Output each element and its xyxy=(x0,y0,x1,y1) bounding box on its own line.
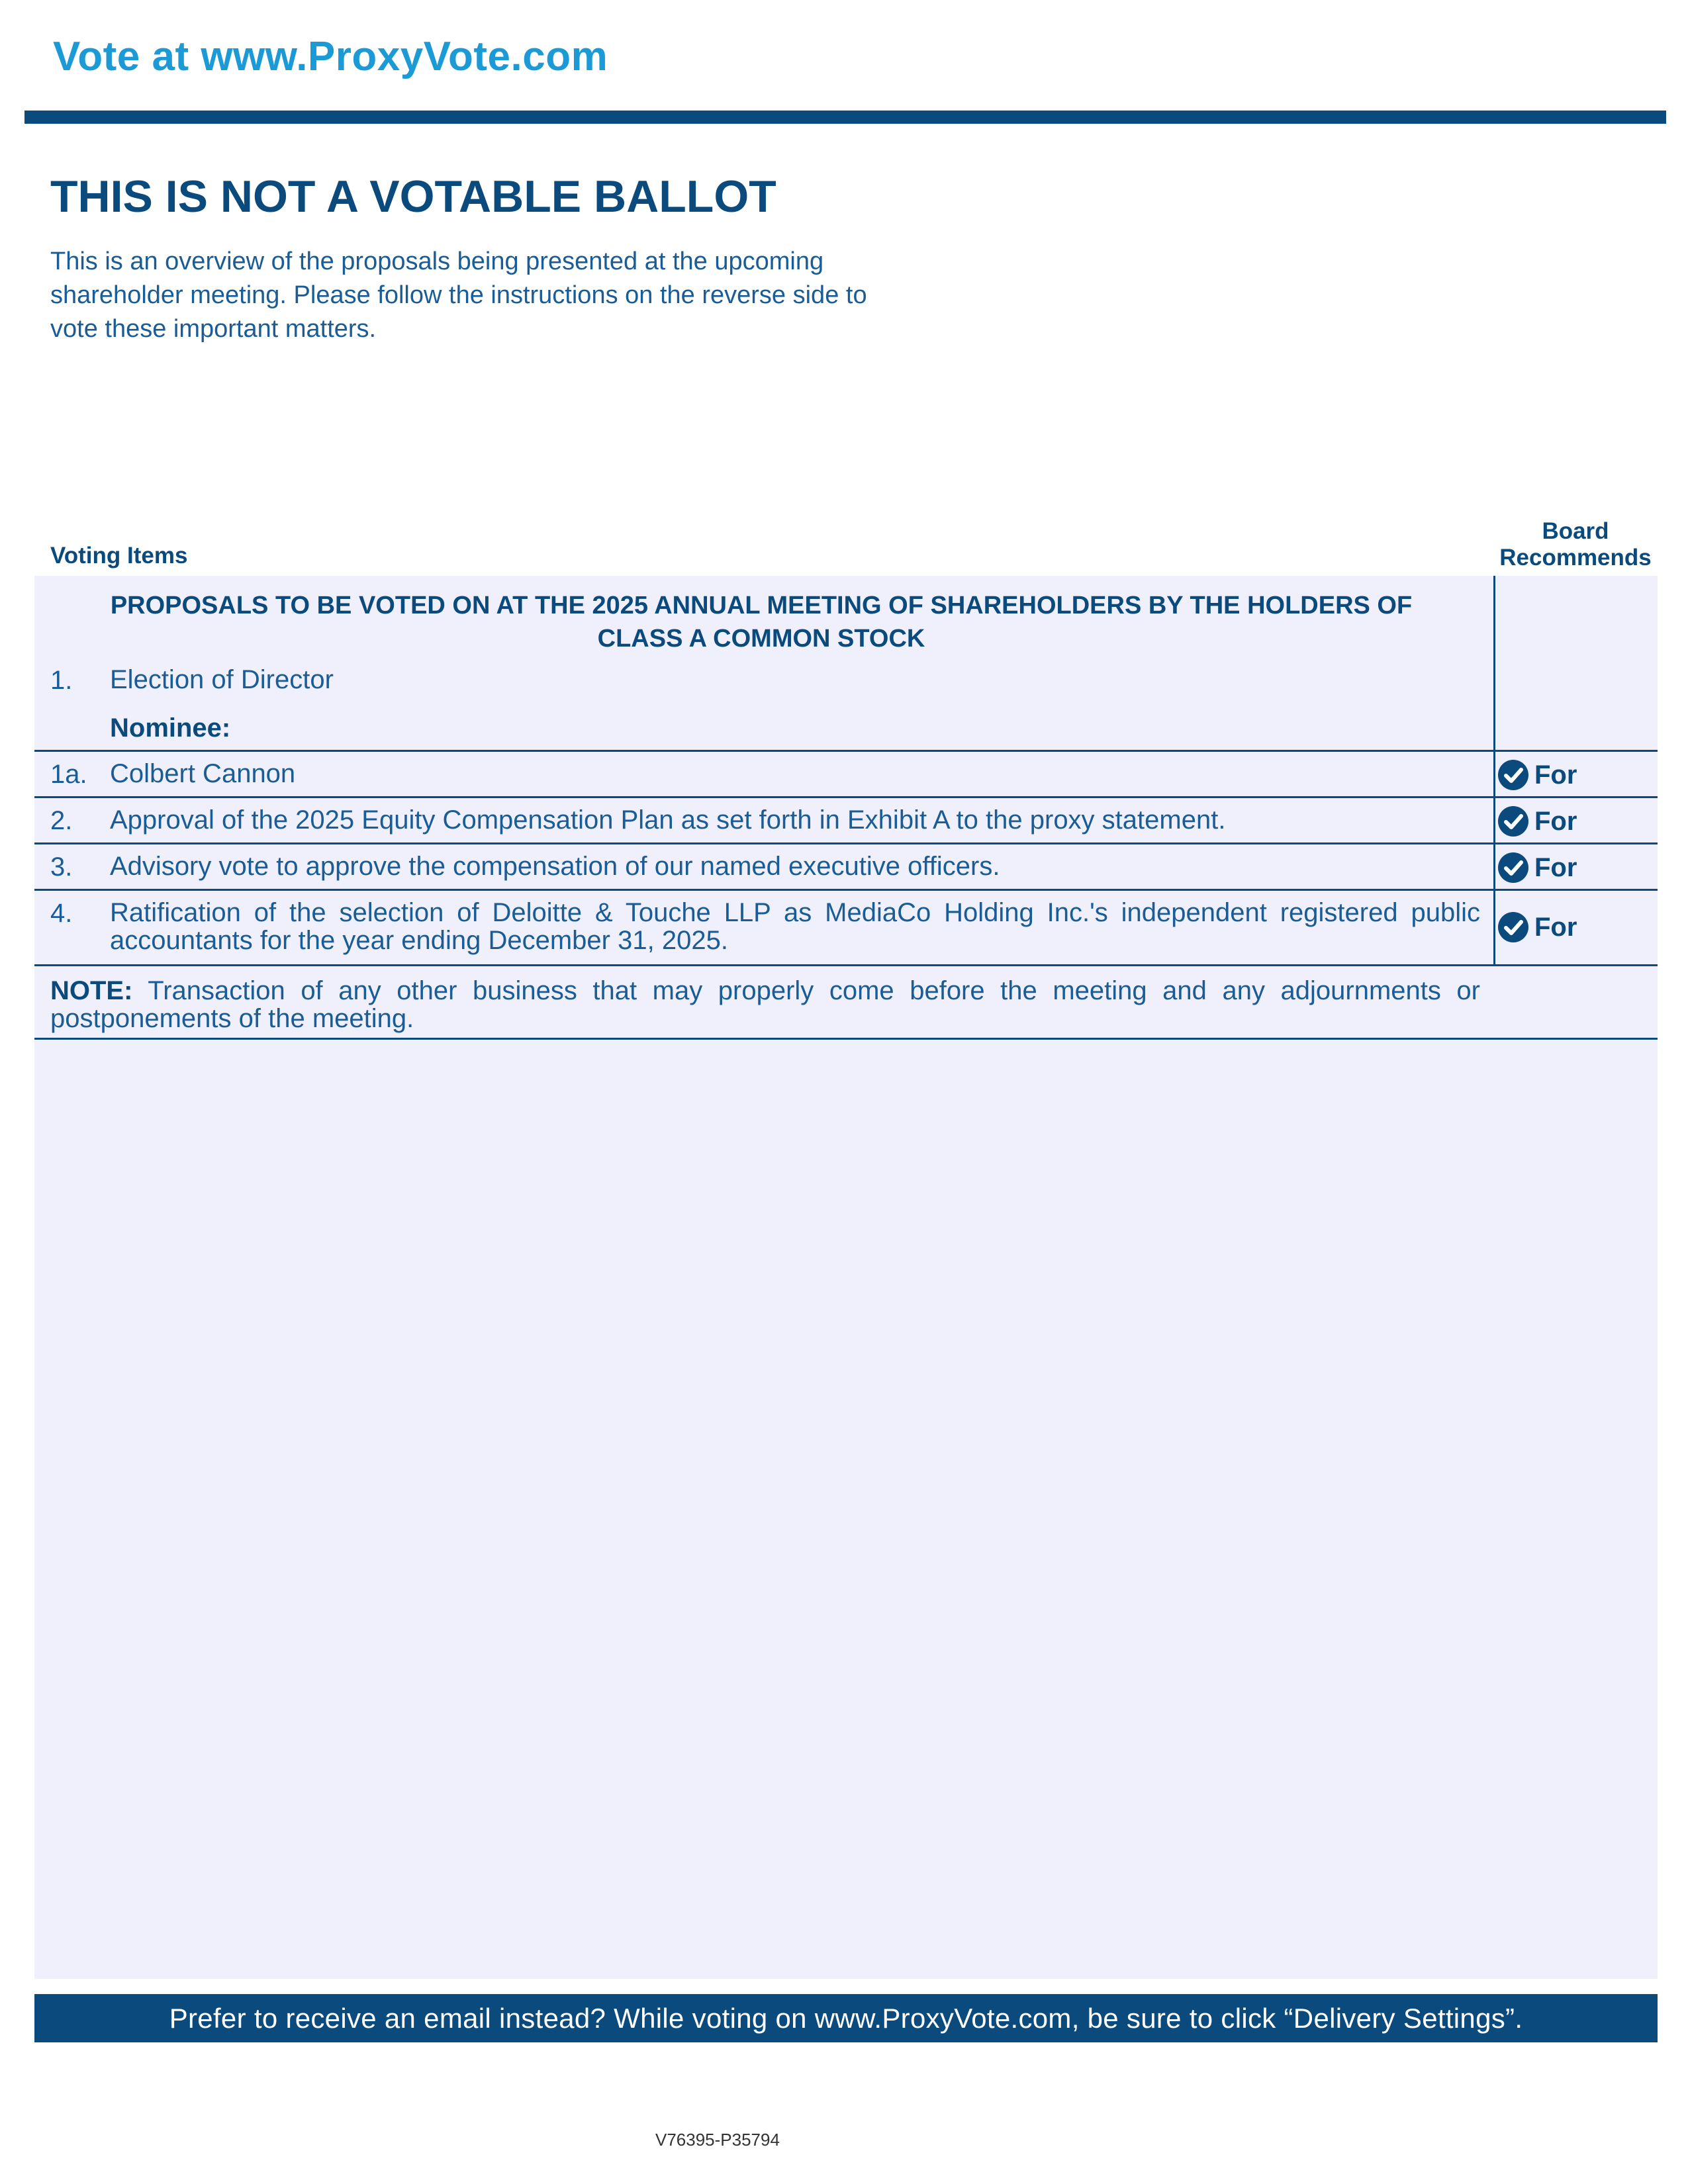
recommendation-label: For xyxy=(1534,852,1577,882)
check-circle-icon xyxy=(1497,805,1529,837)
row-4-recommendation xyxy=(1497,907,1663,947)
row-divider xyxy=(34,964,1658,966)
check-circle-icon xyxy=(1497,852,1529,884)
column-divider xyxy=(1493,576,1495,966)
intro-paragraph: This is an overview of the proposals being presented at the upcoming shareholder meeting. Please follow the instructions on the reverse side to vote these important matters. xyxy=(50,248,867,343)
check-circle-icon xyxy=(1497,759,1529,791)
row-4-text: Ratification of the selection of Deloitte & Touche LLP as MediaCo Holding Inc.'s independent registered public accountants for the year ending December 31, 2025. xyxy=(110,898,1480,955)
row-4-number: 4. xyxy=(50,899,73,928)
control-code: V76395-P35794 xyxy=(655,2130,780,2150)
row-1a-text: Colbert Cannon xyxy=(110,759,296,788)
row-3-text: Advisory vote to approve the compensation of our named executive officers. xyxy=(110,852,1000,881)
board-recommends-header: Board Recommends xyxy=(1499,518,1652,570)
row-divider xyxy=(34,889,1658,891)
row-divider xyxy=(34,1038,1658,1040)
note-text: Transaction of any other business that may properly come before the meeting and any adjournments or postponements of the meeting. xyxy=(50,976,1480,1033)
row-divider xyxy=(34,842,1658,844)
vote-link[interactable]: Vote at www.ProxyVote.com xyxy=(53,34,608,79)
voting-items-header: Voting Items xyxy=(50,543,188,569)
row-2-text: Approval of the 2025 Equity Compensation Plan as set forth in Exhibit A to the proxy statement. xyxy=(110,805,1226,835)
recommendation-label: For xyxy=(1534,760,1577,790)
item-1-number: 1. xyxy=(50,666,73,695)
row-2-recommendation xyxy=(1497,801,1663,841)
row-3-number: 3. xyxy=(50,852,73,882)
recommendation-label: For xyxy=(1534,912,1577,942)
item-1-text: Election of Director xyxy=(110,665,334,694)
note-paragraph xyxy=(50,977,1480,1032)
row-1a-recommendation xyxy=(1497,755,1663,795)
row-divider xyxy=(34,796,1658,798)
section-heading: PROPOSALS TO BE VOTED ON AT THE 2025 ANNUAL MEETING OF SHAREHOLDERS BY THE HOLDERS OF CLASS A COMMON STOCK xyxy=(110,592,1413,653)
note-label: NOTE: xyxy=(50,976,133,1005)
row-3-recommendation xyxy=(1497,848,1663,887)
email-delivery-banner: Prefer to receive an email instead? While voting on www.ProxyVote.com, be sure to click “Delivery Settings”. xyxy=(34,1994,1658,2042)
recommendation-label: For xyxy=(1534,806,1577,836)
top-divider xyxy=(24,111,1666,124)
row-1a-number: 1a. xyxy=(50,760,87,789)
row-2-number: 2. xyxy=(50,806,73,835)
nominee-label: Nominee: xyxy=(110,713,231,743)
row-divider xyxy=(34,750,1658,752)
check-circle-icon xyxy=(1497,911,1529,943)
page-title: THIS IS NOT A VOTABLE BALLOT xyxy=(50,171,776,222)
